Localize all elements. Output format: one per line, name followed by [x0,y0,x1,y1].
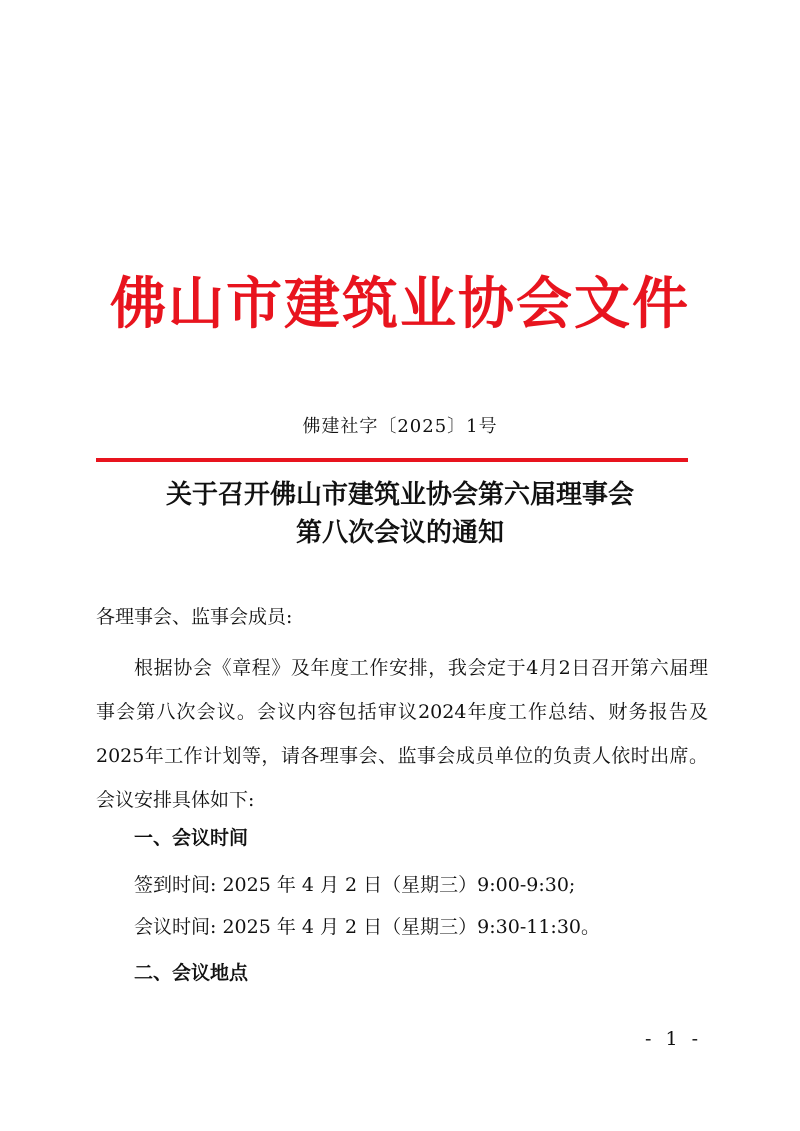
notice-title-line-2: 第八次会议的通知 [295,518,504,548]
masthead-title: 佛山市建筑业协会文件 [110,271,690,337]
section-heading-meeting-location: 二、会议地点 [134,962,249,984]
red-divider-line [96,458,688,462]
notice-title-line-1: 关于召开佛山市建筑业协会第六届理事会 [165,480,634,510]
section-heading-meeting-time: 一、会议时间 [134,827,249,849]
sign-in-time-line: 签到时间: 2025 年 4 月 2 日（星期三）9:00-9:30; [134,874,576,896]
document-number: 佛建社字〔2025〕1号 [302,416,498,437]
body-paragraph: 根据协会《章程》及年度工作安排，我会定于4月2日召开第六届理事会第八次会议。会议内容包括审议2024年度工作总结、财务报告及2025年工作计划等，请各理事会、监事会成员单位的负责人依时出席。会议安排具体如下: [96,657,708,811]
notice-title [0,476,800,552]
meeting-time-line: 会议时间: 2025 年 4 月 2 日（星期三）9:30-11:30。 [134,916,601,938]
page-number: - 1 - [644,1028,702,1050]
salutation: 各理事会、监事会成员: [96,606,293,628]
